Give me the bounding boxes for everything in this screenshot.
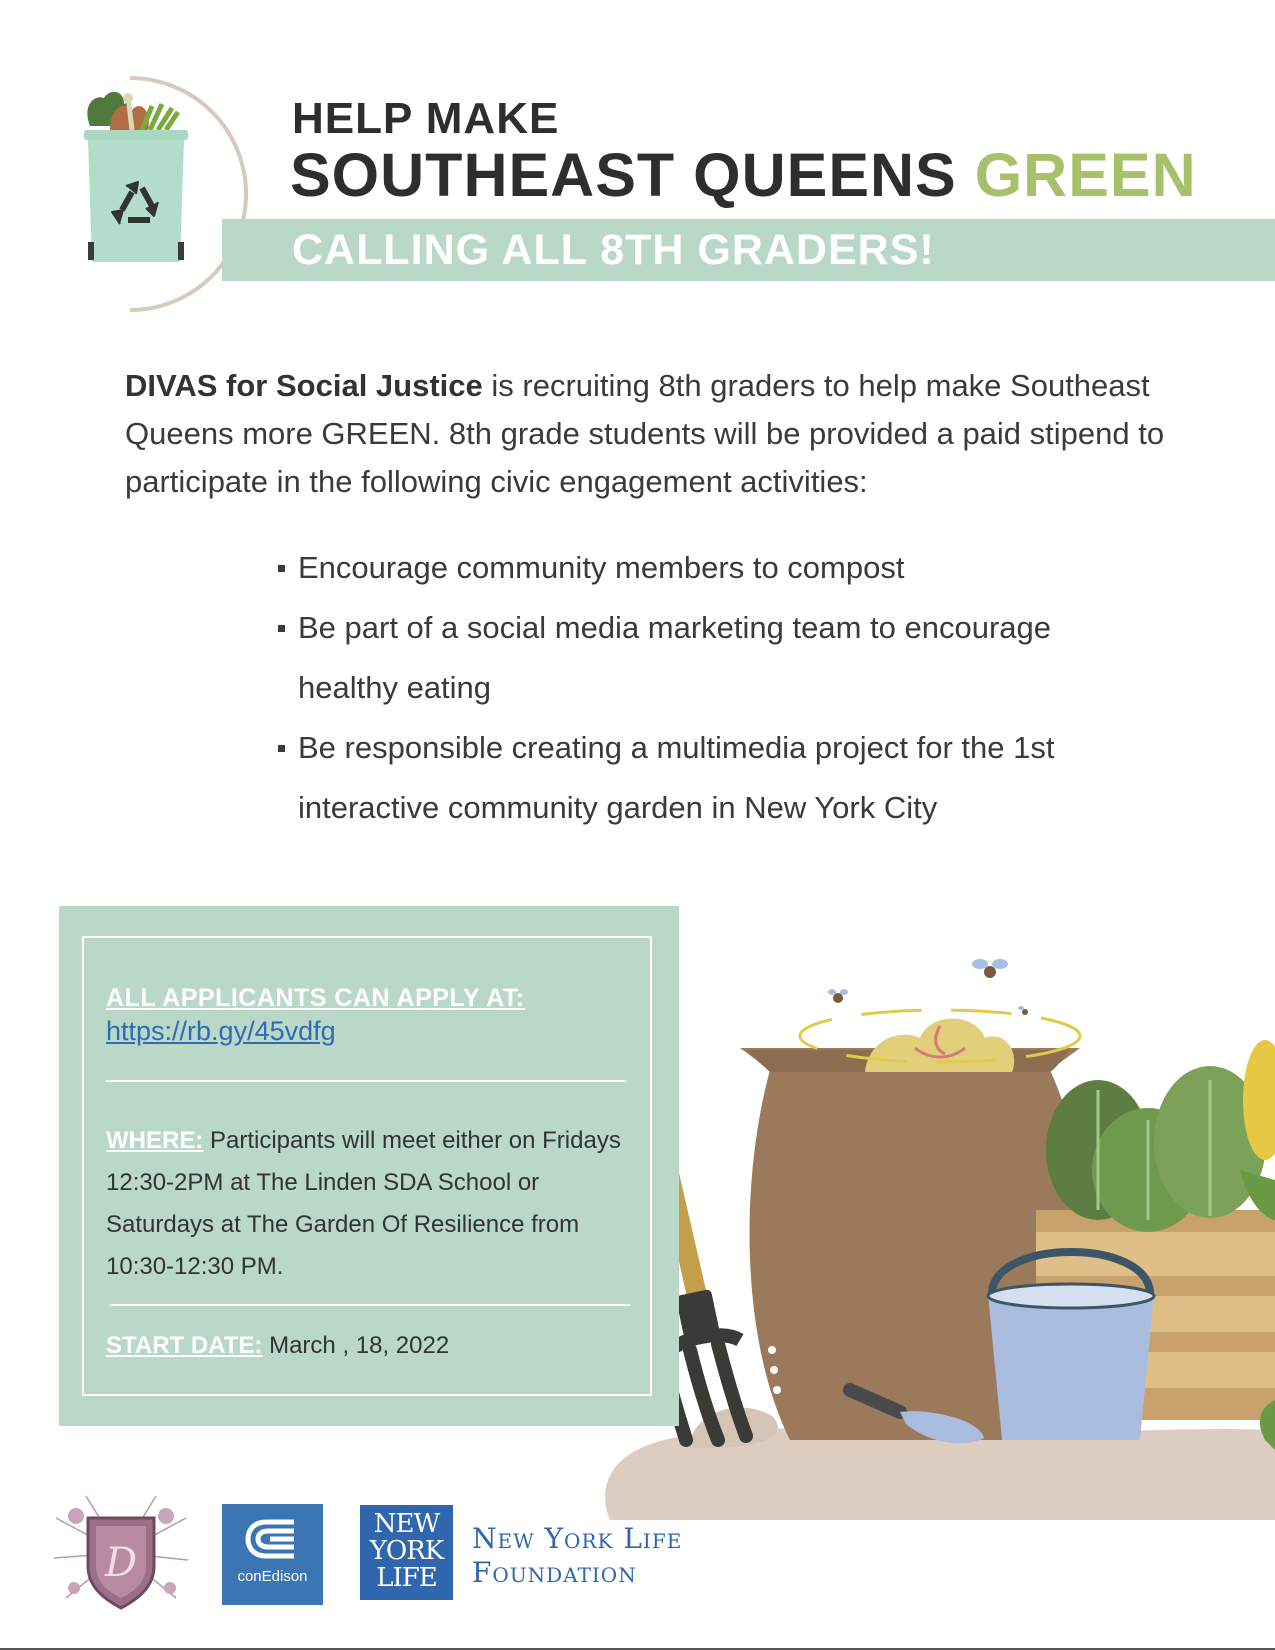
activity-text: Be responsible creating a multimedia project for the 1st interactive community garden in New York City [298, 730, 1055, 825]
start-text: March , 18, 2022 [269, 1332, 450, 1359]
where-label: WHERE: [106, 1127, 204, 1154]
nyl-foundation-text [472, 1522, 682, 1590]
bullet-icon [278, 565, 285, 572]
nyl-line-2: Foundation [472, 1556, 637, 1589]
nyl-line-1: New York Life [472, 1522, 683, 1555]
start-label: START DATE: [106, 1332, 263, 1359]
divider [110, 1304, 630, 1306]
activity-text: Encourage community members to compost [298, 550, 905, 585]
intro-text: is recruiting 8th graders to help make Southeast Queens more GREEN. 8th grade students will be provided a paid stipend to participate in the following civic engagement activities: [125, 368, 1165, 499]
conedison-mark-icon [244, 1516, 302, 1562]
svg-text:D: D [104, 1540, 138, 1586]
bullet-icon [278, 625, 285, 632]
nyl-mark [360, 1511, 453, 1592]
new-york-life-logo [360, 1505, 453, 1600]
list-item [275, 718, 1135, 838]
nyl-mark-line: YORK [369, 1536, 444, 1566]
list-item [275, 598, 1135, 718]
title-main: SOUTHEAST QUEENS [290, 141, 957, 209]
conedison-logo [222, 1504, 323, 1605]
banner-text: CALLING ALL 8TH GRADERS! [292, 226, 935, 274]
where-text: Participants will meet either on Fridays 12:30-2PM at The Linden SDA School or Saturdays at The Garden Of Resilience from 10:30-12:30 PM. [106, 1127, 621, 1280]
title-line-2 [290, 140, 1197, 210]
recycling-bin-icon [80, 86, 210, 282]
apply-label: ALL APPLICANTS CAN APPLY AT: [106, 984, 525, 1012]
divas-crest-logo [46, 1488, 196, 1618]
list-item [275, 538, 1135, 598]
title-accent: GREEN [974, 141, 1197, 209]
apply-link[interactable]: https://rb.gy/45vdfg [106, 1016, 336, 1046]
org-name: DIVAS for Social Justice [125, 368, 483, 403]
bullet-icon [278, 745, 285, 752]
conedison-label: conEdison [237, 1568, 308, 1585]
nyl-mark-line: LIFE [376, 1563, 437, 1593]
compost-illustration [600, 920, 1275, 1520]
activity-text: Be part of a social media marketing team to encourage healthy eating [298, 610, 1052, 705]
start-date [106, 1332, 449, 1360]
nyl-mark-line: NEW [373, 1509, 440, 1539]
divider [106, 1080, 626, 1082]
intro-paragraph [125, 362, 1215, 506]
where-paragraph [106, 1120, 636, 1288]
activity-list [275, 538, 1135, 838]
title-line-1: HELP MAKE [292, 94, 560, 143]
